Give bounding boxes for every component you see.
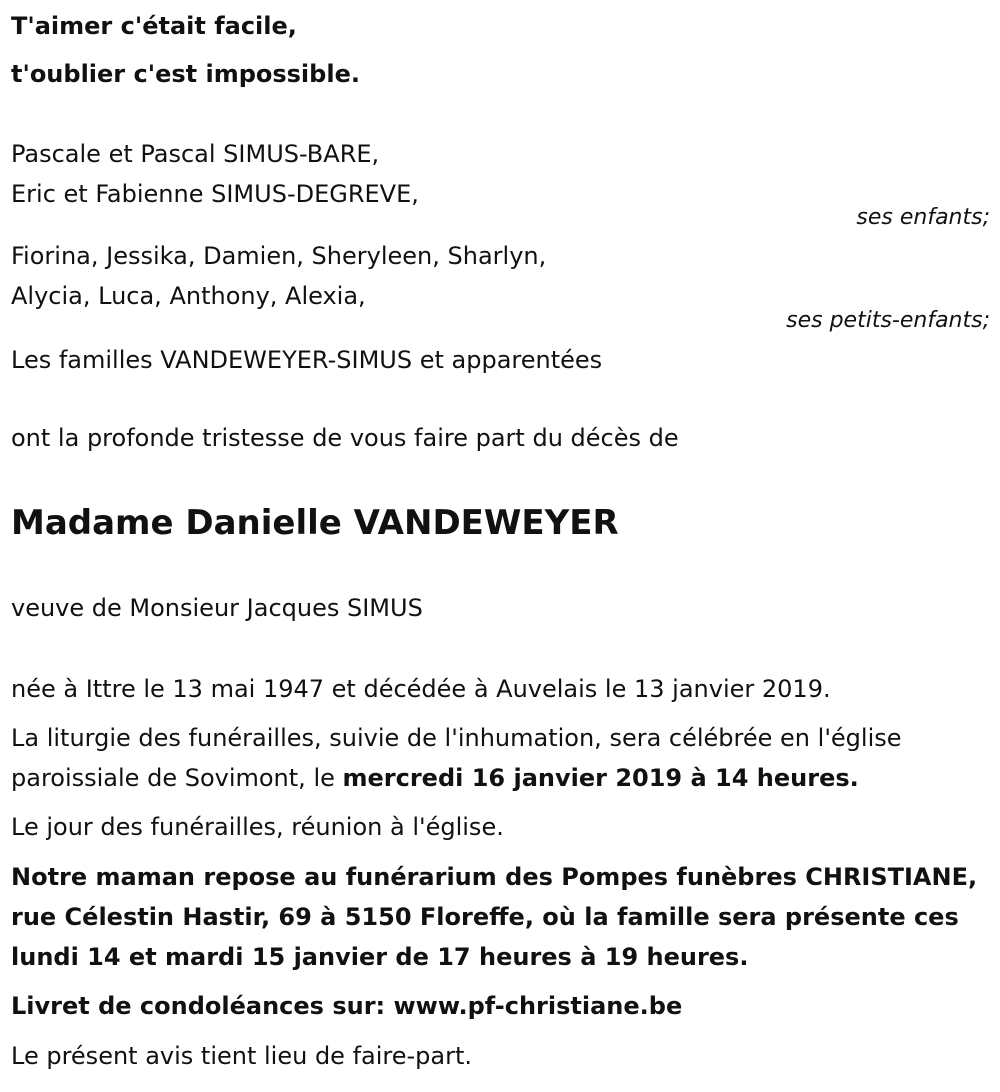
deceased-name: Madame Danielle VANDEWEYER xyxy=(11,503,619,543)
announcement-line: ont la profonde tristesse de vous faire part du décès de xyxy=(11,424,679,452)
widow-of-line: veuve de Monsieur Jacques SIMUS xyxy=(11,594,423,622)
families-line: Les familles VANDEWEYER-SIMUS et apparentées xyxy=(11,346,603,374)
notice-line: Le présent avis tient lieu de faire-part. xyxy=(11,1042,473,1070)
grandchildren-line-2: Alycia, Luca, Anthony, Alexia, xyxy=(11,282,366,310)
poem-line-2: t'oublier c'est impossible. xyxy=(11,60,360,88)
children-line-2: Eric et Fabienne SIMUS-DEGREVE, xyxy=(11,180,419,208)
birth-death-line: née à Ittre le 13 mai 1947 et décédée à Auvelais le 13 janvier 2019. xyxy=(11,675,831,703)
funerarium-paragraph: Notre maman repose au funérarium des Pompes funèbres CHRISTIANE, rue Célestin Hastir, 69 à 5150 Floreffe, où la famille sera présente ces lundi 14 et mardi 15 janvier de 17 heures à 19 heures. xyxy=(11,863,978,971)
grandchildren-line-1: Fiorina, Jessika, Damien, Sheryleen, Sharlyn, xyxy=(11,242,547,270)
children-line-1: Pascale et Pascal SIMUS-BARE, xyxy=(11,140,380,168)
meeting-line: Le jour des funérailles, réunion à l'église. xyxy=(11,813,504,841)
condolences-line: Livret de condoléances sur: www.pf-christiane.be xyxy=(11,992,683,1020)
liturgy-date-time: mercredi 16 janvier 2019 à 14 heures. xyxy=(342,764,859,792)
liturgy-paragraph xyxy=(11,718,991,798)
children-label: ses enfants; xyxy=(856,205,990,230)
grandchildren-label: ses petits-enfants; xyxy=(786,308,990,333)
poem-line-1: T'aimer c'était facile, xyxy=(11,12,297,40)
liturgy-text: La liturgie des funérailles, suivie de l'inhumation, sera célébrée en l'église paroissiale de Sovimont, le xyxy=(11,724,902,792)
